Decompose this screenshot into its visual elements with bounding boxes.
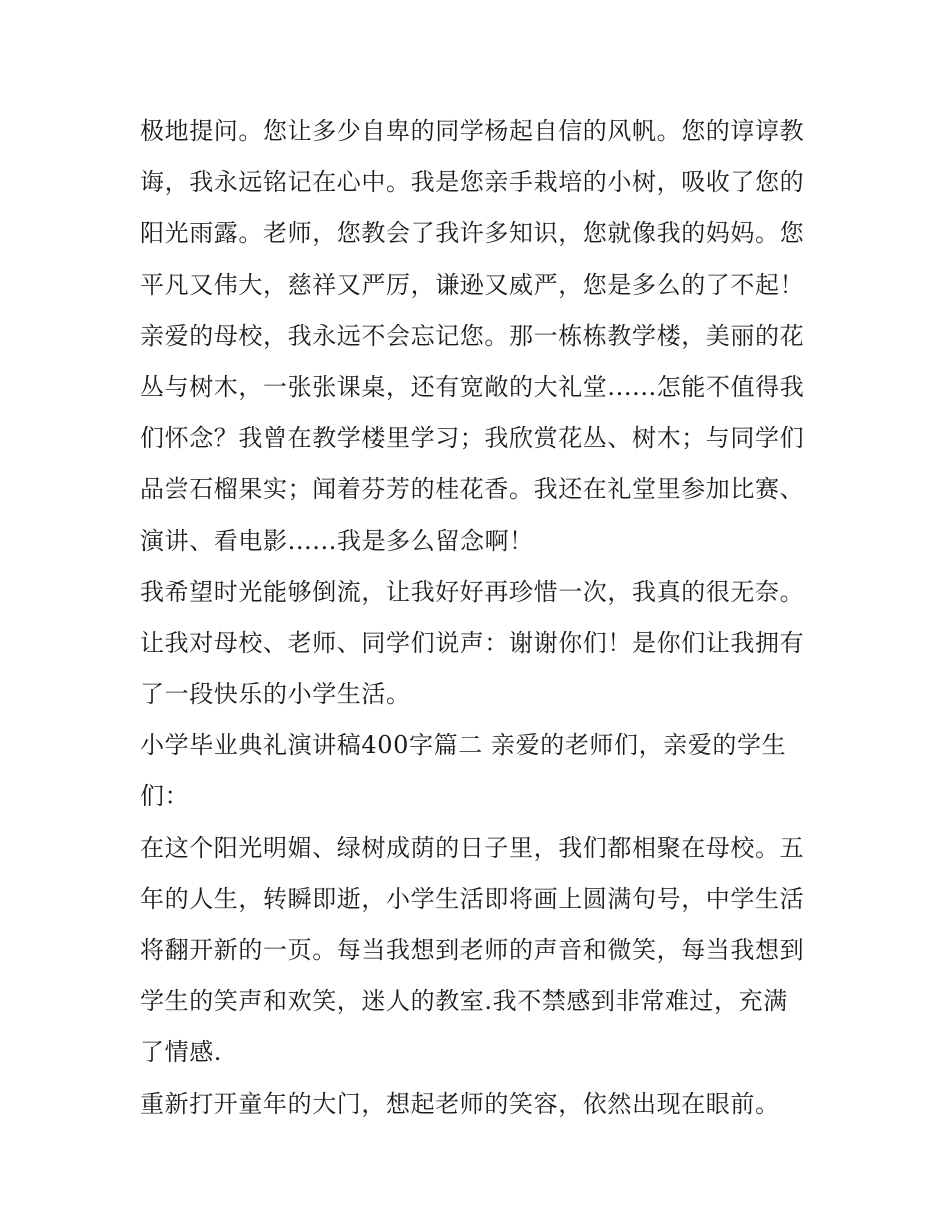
text-line: 了情感. (140, 1038, 223, 1067)
text-line: 了一段快乐的小学生活。 (140, 680, 411, 709)
text-line: 极地提问。您让多少自卑的同学杨起自信的风帆。您的谆谆教 (140, 117, 805, 145)
text-line: 丛与树木，一张张课桌，还有宽敞的大礼堂......怎能不值得我 (140, 372, 805, 401)
text-line: 诲，我永远铭记在心中。我是您亲手栽培的小树，吸收了您的 (140, 168, 805, 197)
text-line: 阳光雨露。老师，您教会了我许多知识，您就像我的妈妈。您 (140, 219, 805, 248)
text-line: 在这个阳光明媚、绿树成荫的日子里，我们都相聚在母校。五 (140, 833, 805, 862)
text-line: 们： (140, 782, 190, 811)
text-line: 品尝石榴果实；闻着芬芳的桂花香。我还在礼堂里参加比赛、 (140, 475, 805, 504)
text-line: 学生的笑声和欢笑，迷人的教室.我不禁感到非常难过，充满 (140, 987, 788, 1016)
text-line: 我希望时光能够倒流，让我好好再珍惜一次，我真的很无奈。 (140, 577, 805, 606)
section-heading-line: 小学毕业典礼演讲稿400字篇二 亲爱的老师们，亲爱的学生 (140, 731, 787, 760)
text-line: 平凡又伟大，慈祥又严厉，谦逊又威严，您是多么的了不起！ (140, 270, 805, 299)
text-line: 让我对母校、老师、同学们说声：谢谢你们！是你们让我拥有 (140, 628, 805, 657)
text-line: 年的人生，转瞬即逝，小学生活即将画上圆满句号，中学生活 (140, 884, 805, 913)
text-line: 亲爱的母校，我永远不会忘记您。那一栋栋教学楼，美丽的花 (140, 321, 805, 350)
text-line: 们怀念？我曾在教学楼里学习；我欣赏花丛、树木；与同学们 (140, 424, 805, 453)
document-body-text (140, 106, 830, 1130)
text-line: 将翻开新的一页。每当我想到老师的声音和微笑，每当我想到 (140, 936, 805, 964)
text-line: 演讲、看电影......我是多么留念啊！ (140, 526, 534, 555)
text-line: 重新打开童年的大门，想起老师的笑容，依然出现在眼前。 (140, 1089, 780, 1118)
